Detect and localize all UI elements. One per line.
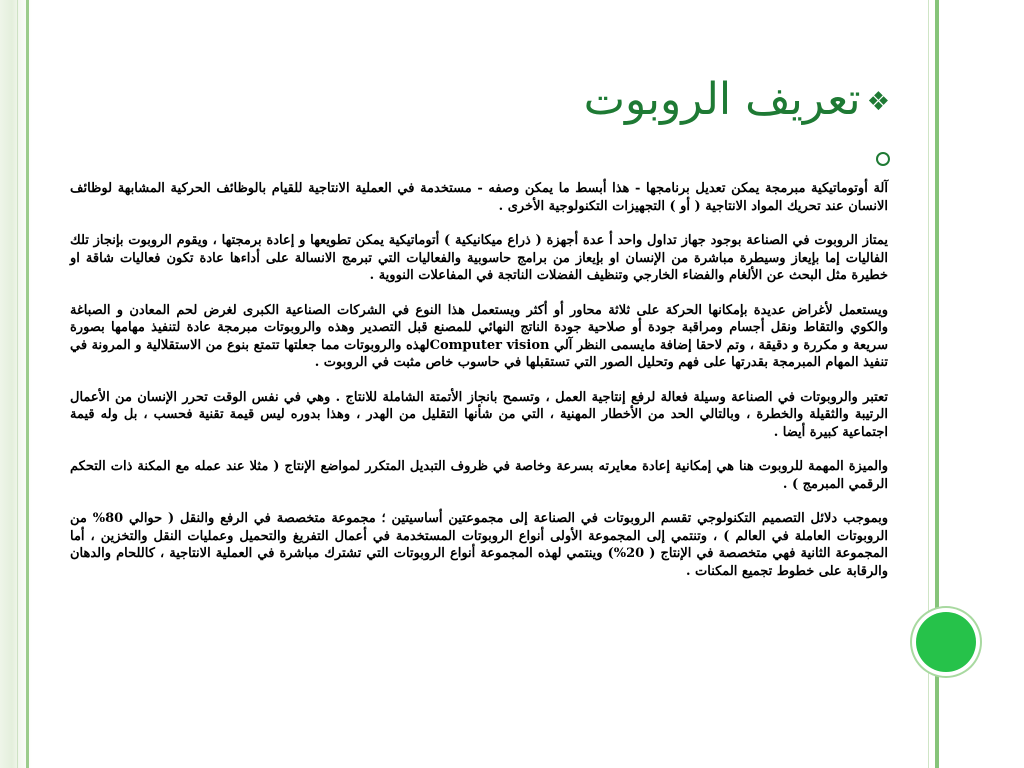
body-paragraph-4: تعتبر والروبوتات في الصناعة وسيلة فعالة لرفع إنتاجية العمل ، وتسمح بانجاز الأتمتة الشاملة للانتاج . وهي في نفس الوقت تحرر الإنسان من الأعمال الرتيبة والثقيلة والخطرة ، وبالتالي الحد من الأخطار المهنية ، التي من شأنها التقليل من الهدر ، وهذا بدوره ليس قيمة تقنية فحسب ، بل وله قيمة اجتماعية كبيرة أيضا . (70, 389, 888, 440)
slide-title (480, 70, 890, 130)
body-paragraph-1: آلة أوتوماتيكية مبرمجة يمكن تعديل برنامجها - هذا أبسط ما يمكن وصفه - مستخدمة في العملية الانتاجية للقيام بالوظائف الحركية المشابهة لوظائف الانسان عند تحريك المواد الانتاجية ( أو ) التجهيزات التكنولوجية الأخرى . (70, 181, 888, 214)
slide-title-text: تعريف الروبوت (583, 74, 861, 125)
decorative-circle (916, 612, 976, 672)
body-paragraph-5: والميزة المهمة للروبوت هنا هي إمكانية إعادة معايرته بسرعة وخاصة في ظروف التبديل المتكرر لمواضع الإنتاج ( مثلا عند عمله مع المكنة ذات التحكم الرقمي المبرمج ) . (70, 459, 888, 492)
left-accent-line (26, 0, 29, 768)
slide-body (70, 180, 888, 597)
body-paragraph-6: وبموجب دلائل التصميم التكنولوجي تقسم الروبوتات في الصناعة إلى مجموعتين أساسيتين ؛ مجموعة متخصصة في الرفع والنقل ( حوالي 80% من الروبوتات العاملة في العالم ) ، وتنتمي إلى المجموعة الأولى أنواع الروبوتات المستخدمة في أعمال التفريغ والتحميل وعمليات النقل والتخزين ، أما المجموعة الثانية فهي متخصصة في الإنتاج ( 20%) وينتمي لهذه المجموعة أنواع الروبوتات التي تشترك مباشرة في العملية الانتاجية ، كاللحام والدهان والرقابة على خطوط تجميع المكنات . (70, 511, 888, 579)
body-paragraph-3: ويستعمل لأغراض عديدة بإمكانها الحركة على ثلاثة محاور أو أكثر ويستعمل هذا النوع في الشركات الصناعية الكبرى لغرض لحم المعادن و الصباغة والكوي والتقاط ونقل أجسام ومراقبة جودة أو صلاحية جودة الناتج النهائي للمصنع قبل التصدير وهذه والروبوتات مبرمجة عادة لتنفيذ مهامها بصورة سريعة و مكررة و دقيقة ، وتم لاحقا إضافة مايسمى النظر آلي Computer visionلهذه والروبوتات مما جعلتها تتمتع بنوع من الاستقلالية و المرونة في تنفيذ المهام المبرمجة بقدرتها على فهم وتحليل الصور التي تستقبلها في حاسوب خاص مثبت في الروبوت . (70, 302, 889, 370)
left-thin-line (17, 0, 18, 768)
body-paragraph-2: يمتاز الروبوت في الصناعة بوجود جهاز تداول واحد أ عدة أجهزة ( ذراع ميكانيكية ) أتوماتيكية يمكن تطويعها و إعادة برمجتها ، ويقوم الروبوت بإنجاز تلك الفاليات إما بإيعاز وسيطرة مباشرة من الإنسان او بإيعاز من برامج حاسوبية والفعاليات التي تبرمج الانسالة على أداءها عادة تكون فعاليات شاقة او خطيرة مثل البحث عن الألغام والفضاء الخارجي وتنظيف الفضلات الناتجة في المفاعلات النووية . (70, 233, 888, 283)
circle-bullet-icon (876, 152, 890, 166)
diamond-bullet-icon: ❖ (866, 87, 890, 117)
